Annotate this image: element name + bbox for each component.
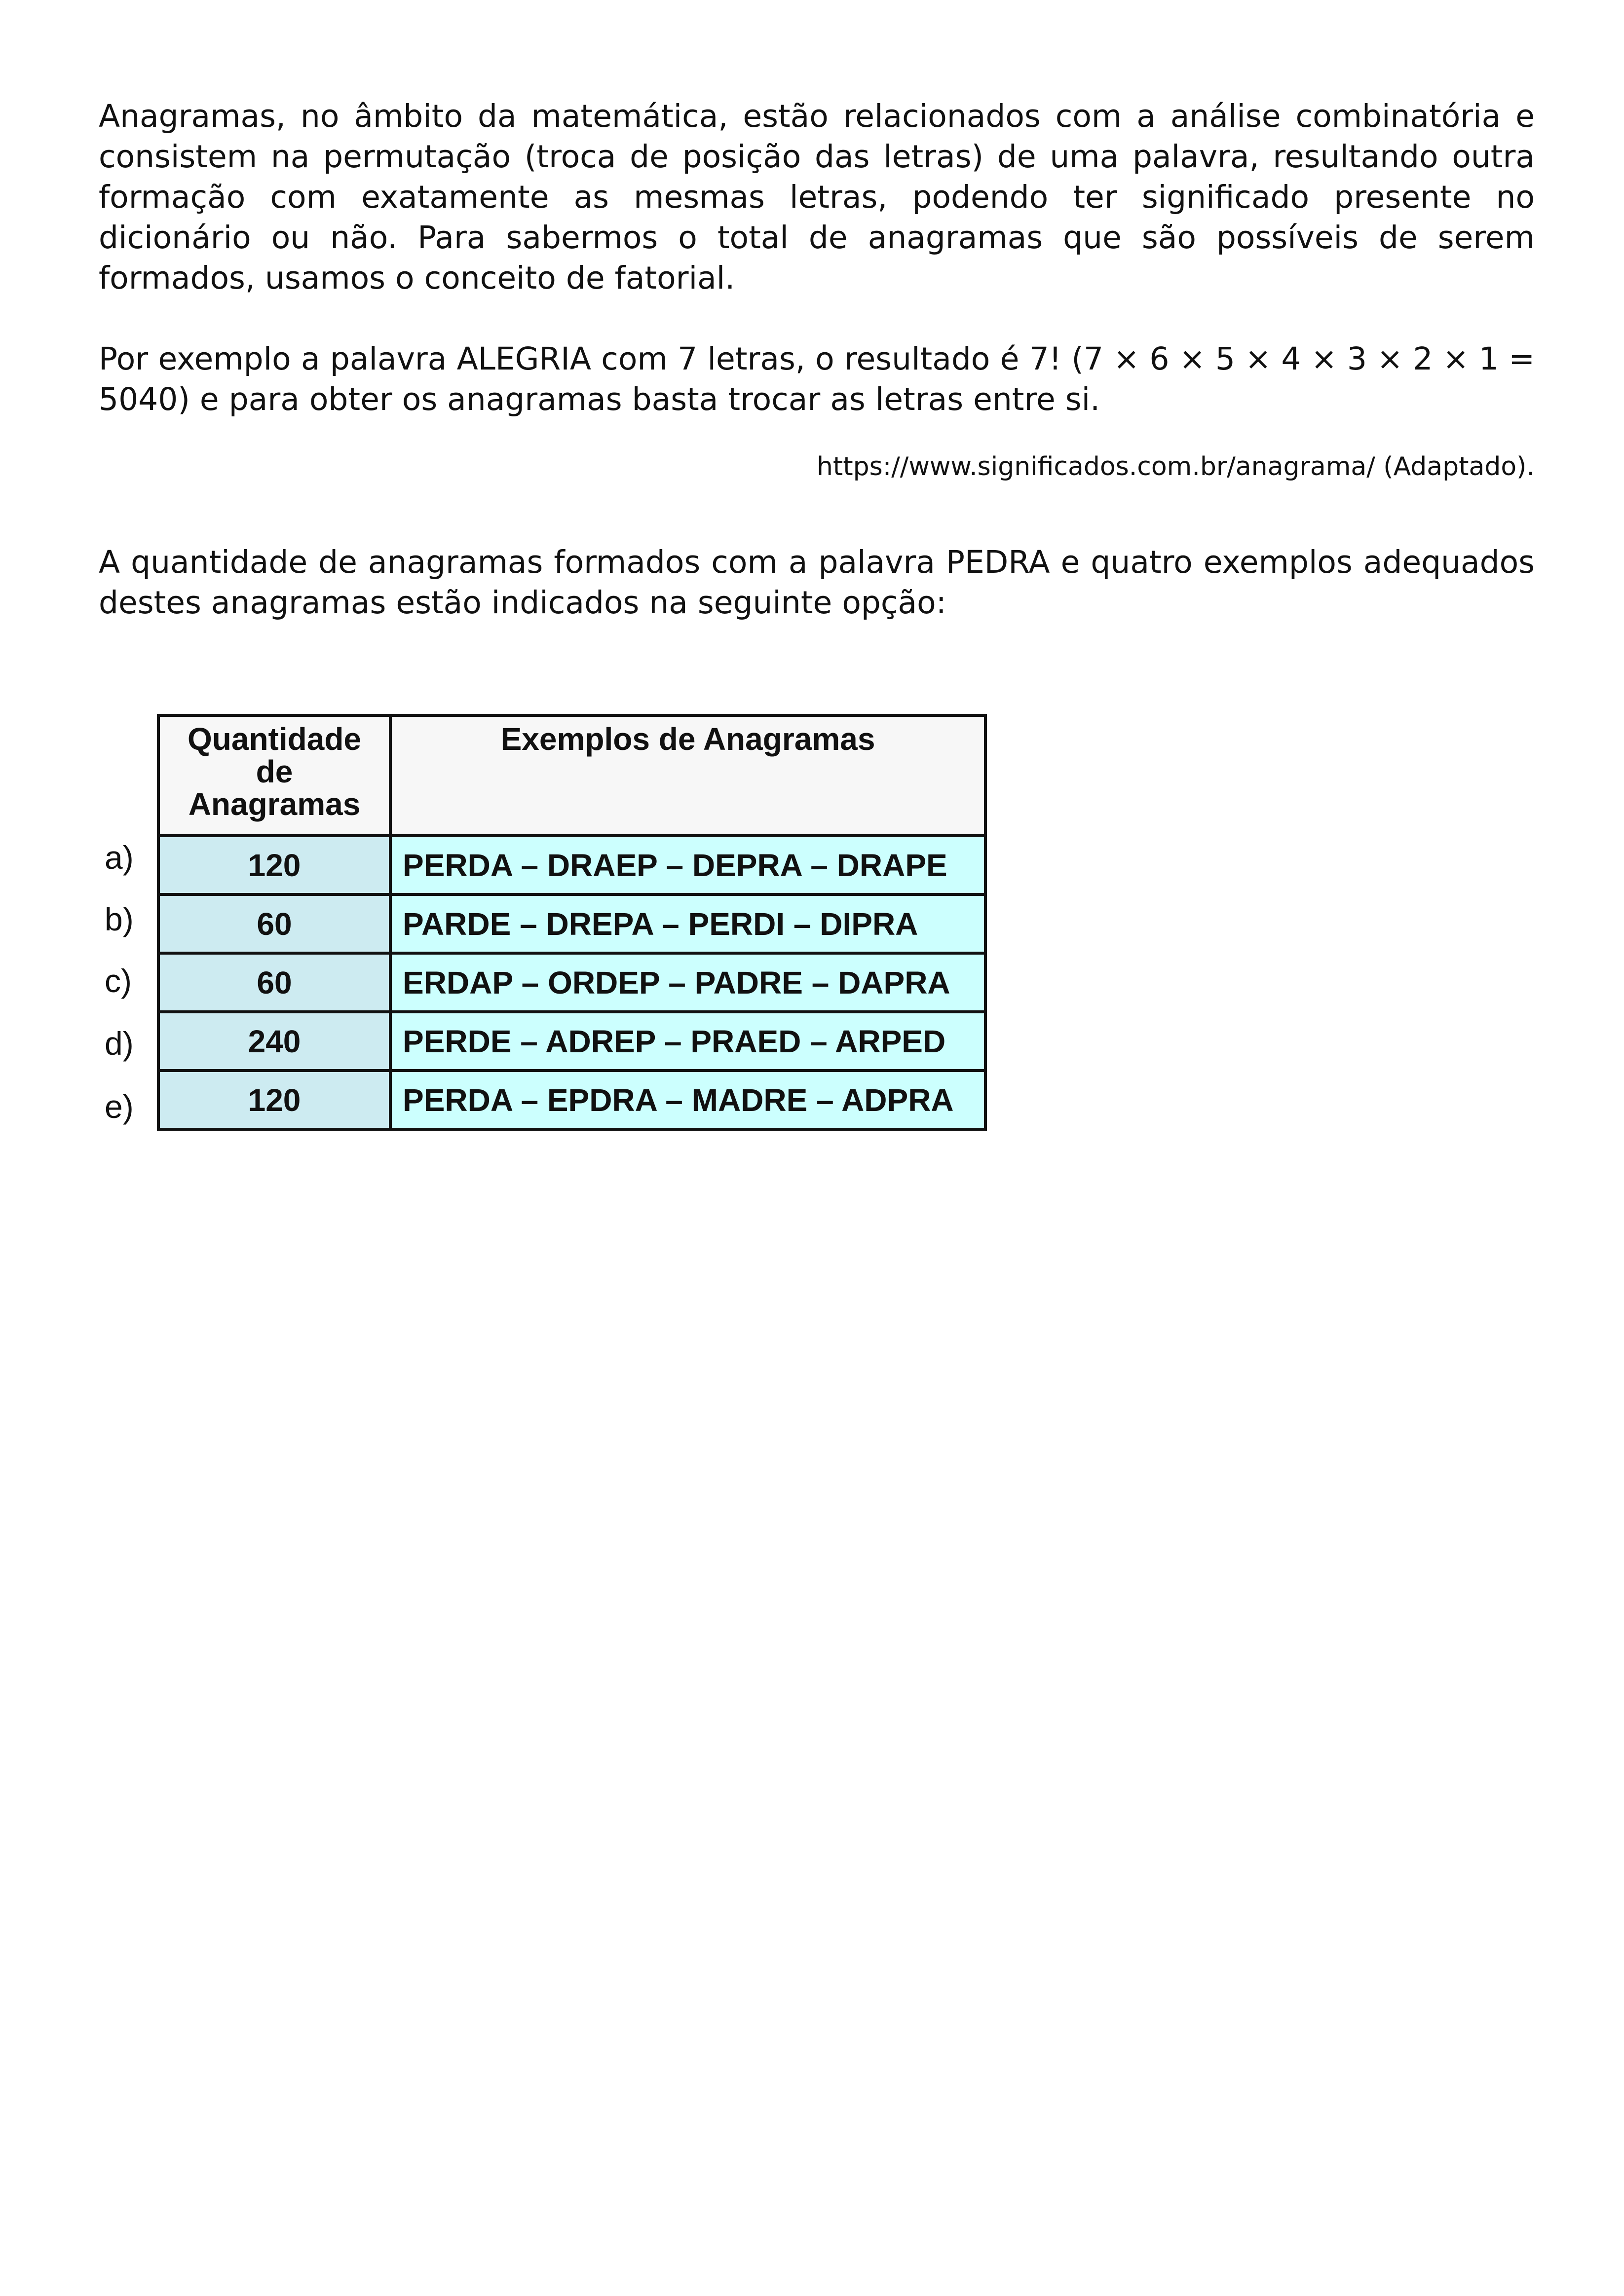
quantity-cell: 120	[158, 836, 390, 894]
source-citation: https://www.significados.com.br/anagrama/ (Adaptado).	[816, 452, 1535, 481]
header-examples: Exemplos de Anagramas	[390, 715, 985, 836]
quantity-cell: 60	[158, 894, 390, 953]
header-quantity-line1: Quantidade	[187, 721, 362, 757]
option-label-a: a)	[105, 839, 134, 876]
quantity-cell: 60	[158, 953, 390, 1012]
examples-cell: PERDE – ADREP – PRAED – ARPED	[390, 1012, 985, 1071]
examples-cell: PERDA – DRAEP – DEPRA – DRAPE	[390, 836, 985, 894]
document-page	[99, 96, 1535, 623]
option-label-e: e)	[105, 1088, 134, 1125]
option-label-d: d)	[105, 1025, 134, 1062]
header-quantity-line3: Anagramas	[188, 786, 361, 822]
table-row	[158, 836, 985, 894]
header-quantity-line2: de	[256, 754, 293, 789]
examples-cell: PARDE – DREPA – PERDI – DIPRA	[390, 894, 985, 953]
example-paragraph: Por exemplo a palavra ALEGRIA com 7 letras, o resultado é 7! (7 × 6 × 5 × 4 × 3 × 2 × 1 = 5040) e para obter os anagramas basta trocar as letras entre si.	[99, 341, 1535, 417]
question-text: A quantidade de anagramas formados com a palavra PEDRA e quatro exemplos adequados destes anagramas estão indicados na seguinte opção:	[99, 544, 1535, 621]
table-row	[158, 1071, 985, 1129]
option-label-b: b)	[105, 901, 134, 937]
examples-cell: ERDAP – ORDEP – PADRE – DAPRA	[390, 953, 985, 1012]
option-label-c: c)	[105, 963, 132, 999]
options-table	[157, 714, 987, 1131]
table-row	[158, 1012, 985, 1071]
intro-paragraph: Anagramas, no âmbito da matemática, estão relacionados com a análise combinatória e consistem na permutação (troca de posição das letras) de uma palavra, resultando outra formação com exatamente as mesmas letras, podendo ter significado presente no dicionário ou não. Para sabermos o total de anagramas que são possíveis de serem formados, usamos o conceito de fatorial.	[99, 98, 1535, 296]
quantity-cell: 120	[158, 1071, 390, 1129]
table-row	[158, 953, 985, 1012]
examples-cell: PERDA – EPDRA – MADRE – ADPRA	[390, 1071, 985, 1129]
header-quantity	[158, 715, 390, 836]
table-header-row	[158, 715, 985, 836]
quantity-cell: 240	[158, 1012, 390, 1071]
answer-options	[99, 714, 997, 1131]
table-row	[158, 894, 985, 953]
